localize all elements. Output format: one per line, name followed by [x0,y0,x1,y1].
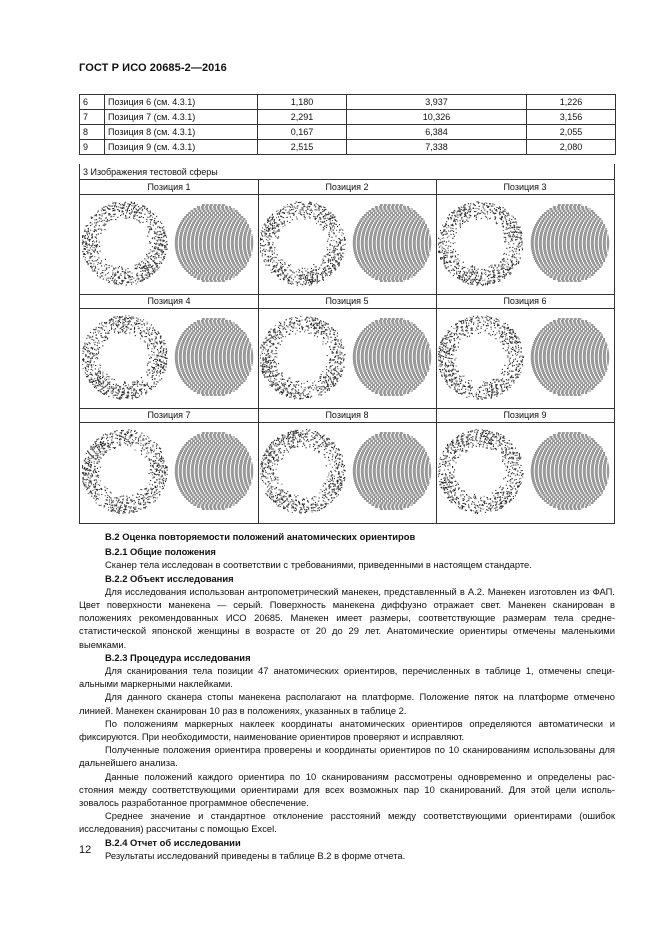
row-position: Позиция 8 (см. 4.3.1) [105,125,258,140]
sphere-image-cell [258,408,436,522]
section-b2-heading: В.2 Оценка повторяемости положений анатомических ориентиров [105,531,416,542]
row-number: 6 [80,95,105,110]
sphere-images-grid [79,180,615,524]
sphere-ring-view [438,201,523,286]
document-header: ГОСТ Р ИСО 20685-2—2016 [79,62,227,74]
sphere-ring-view [82,315,168,400]
sphere-scan-image [260,424,434,518]
table-row [80,110,616,125]
row-value-1: 0,167 [258,125,347,140]
row-value-3: 3,156 [527,110,616,125]
section-b22-heading: В.2.2 Объект исследования [105,572,234,584]
table-row [80,95,616,110]
row-value-1: 2,515 [258,140,347,155]
sphere-image-label: Позиция 5 [258,294,436,309]
sphere-scanlines-view [175,205,253,281]
page-number: 12 [79,844,92,856]
sphere-image-label: Позиция 2 [258,180,436,195]
paragraph: Для исследования использован антропометрический манекен, представленный в А.2. Манекен изготовлен из ФАП. Цвет поверхности манекена — серый. Поверхность манекена диффузно отражает свет. Манекен сканирован в положениях рекомендованных ИСО 20685. Манекен имеет размеры, соответствующие размерам тела средне-статистической японской женщины в возрасте от 20 до 29 лет. Анатомические ориентиры отмечены маленькими выемками. [79,585,615,650]
sphere-scanlines-view [353,319,431,395]
paragraph: Для данного сканера стопы манекена располагают на платформе. Положение пяток на платформе отмечено линией. Манекен сканирован 10 раз в положениях, указанных в таблице 2. [79,691,615,716]
images-section-title: 3 Изображения тестовой сферы [79,164,615,180]
sphere-scanlines-view [353,205,431,281]
sphere-ring-view [260,316,346,400]
sphere-scanlines-view [531,205,609,281]
sphere-image-cell [80,180,258,294]
row-value-1: 1,180 [258,95,347,110]
row-value-2: 3,937 [347,95,527,110]
row-value-2: 7,338 [347,140,527,155]
paragraph: Полученные положения ориентира проверены и координаты ориентиров по 10 сканированиям использованы для дальнейшего анализа. [79,744,615,769]
sphere-scan-image [82,196,256,290]
body-text [79,530,615,862]
row-value-3: 2,055 [527,125,616,140]
row-position: Позиция 7 (см. 4.3.1) [105,110,258,125]
paragraph: Сканер тела исследован в соответствии с требованиями, приведенными в настоящем стандарте. [105,559,532,571]
sphere-image-cell [258,294,436,408]
row-value-2: 6,384 [347,125,527,140]
sphere-image-label: Позиция 6 [436,294,614,309]
sphere-scan-image [438,310,612,404]
row-position: Позиция 6 (см. 4.3.1) [105,95,258,110]
sphere-image-cell [80,408,258,522]
table-row [80,140,616,155]
paragraph: Данные положений каждого ориентира по 10 сканированиям рассмотрены одновременно и определены рас-стояния между соответствующими ориентирами для всех возможных пар 10 сканирований. Для этой цели исполь-зовалось разработанное программное обеспечение. [79,770,615,809]
row-value-3: 2,080 [527,140,616,155]
section-b24-heading: В.2.4 Отчет об исследовании [105,836,241,848]
sphere-scan-image [438,196,612,290]
paragraph: Результаты исследований приведены в таблице В.2 в форме отчета. [105,849,406,861]
sphere-image-label: Позиция 7 [80,408,258,423]
sphere-image-cell [80,294,258,408]
sphere-scanlines-view [353,433,431,509]
sphere-ring-view [82,429,168,513]
sphere-scan-image [260,310,434,404]
table-row [80,125,616,140]
row-number: 9 [80,140,105,155]
sphere-scan-image [82,310,256,404]
sphere-ring-view [438,429,524,514]
sphere-scanlines-view [175,319,253,395]
row-number: 8 [80,125,105,140]
sphere-image-cell [436,408,614,522]
row-value-2: 10,326 [347,110,527,125]
sphere-scan-image [260,196,434,290]
row-position: Позиция 9 (см. 4.3.1) [105,140,258,155]
sphere-ring-view [438,315,524,399]
sphere-scan-image [82,424,256,518]
sphere-image-cell [258,180,436,294]
sphere-image-label: Позиция 4 [80,294,258,309]
row-value-1: 2,291 [258,110,347,125]
sphere-image-cell [436,294,614,408]
row-number: 7 [80,110,105,125]
sphere-ring-view [260,429,346,513]
sphere-scanlines-view [531,433,609,509]
sphere-image-label: Позиция 1 [80,180,258,195]
sphere-image-cell [436,180,614,294]
sphere-scanlines-view [531,319,609,395]
paragraph: Среднее значение и стандартное отклонение расстояний между соответствующими ориентирами (ошибок исследования) рассчитаны с помощью Excel. [79,810,615,835]
sphere-ring-view [260,201,346,285]
sphere-image-label: Позиция 9 [436,408,614,423]
sphere-image-label: Позиция 3 [436,180,614,195]
sphere-scanlines-view [175,433,253,509]
sphere-scan-image [438,424,612,518]
section-b23-heading: В.2.3 Процедура исследования [105,651,251,663]
results-table [79,94,616,155]
sphere-ring-view [82,202,168,286]
paragraph: По положениям маркерных наклеек координаты анатомических ориентиров определяются автоматически и фиксируются. При необходимости, наименование ориентиров проверяют и исправляют. [79,717,615,743]
paragraph: Для сканирования тела позиции 47 анатомических ориентиров, перечисленных в таблице 1, отмечены специ-альными маркерными наклейками. [79,665,615,690]
sphere-image-label: Позиция 8 [258,408,436,423]
row-value-3: 1,226 [527,95,616,110]
section-b21-heading: В.2.1 Общие положения [105,546,216,558]
